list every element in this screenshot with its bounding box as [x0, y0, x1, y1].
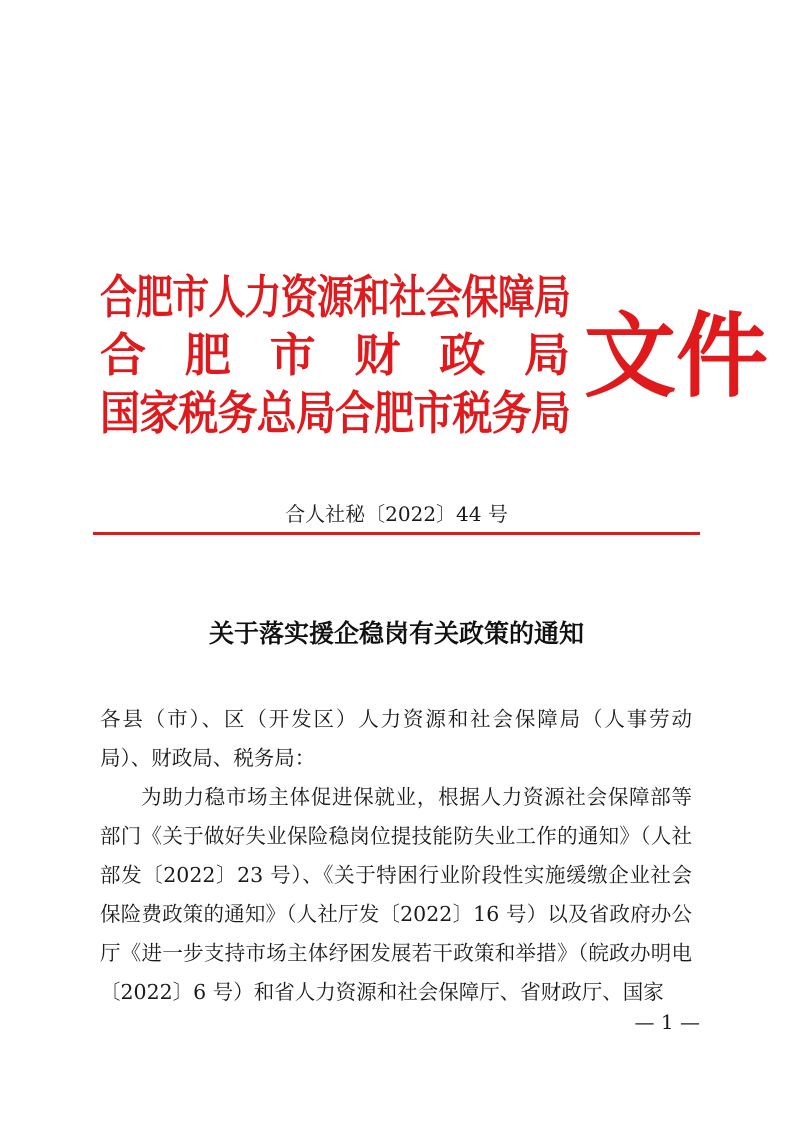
issuer-char: 肥: [184, 328, 231, 382]
issuer-char: 财: [354, 328, 401, 382]
document-body: [100, 700, 692, 1012]
issuer-char: 合: [100, 328, 146, 382]
issuer-char: 政: [439, 328, 486, 382]
addressee: 各县（市）、区（开发区）人力资源和社会保障局（人事劳动局）、财政局、税务局：: [100, 707, 692, 770]
issuer-tax-bureau: 国家税务总局合肥市税务局: [100, 386, 570, 440]
issuer-char: 局: [523, 328, 570, 382]
issuer-finance-bureau: [100, 326, 570, 384]
document-suffix: 文件: [584, 303, 769, 410]
body-paragraph: 为助力稳市场主体促进保就业，根据人力资源社会保障部等部门《关于做好失业保险稳岗位提技能防失业工作的通知》（人社部发〔2022〕23 号）、《关于特困行业阶段性实施缓缴企业社会保险费政策的通知》（人社厅发〔2022〕16 号）以及省政府办公厅《进一步支持市场主体纾困发展若干政策和举措》（皖政办明电〔2022〕6 号）和省人力资源和社会保障厅、省财政厅、国家: [100, 785, 692, 1004]
issuer-hr-bureau: 合肥市人力资源和社会保障局: [100, 270, 570, 324]
document-number: 合人社秘〔2022〕44 号: [285, 502, 508, 526]
red-divider: [93, 532, 700, 535]
document-title: 关于落实援企稳岗有关政策的通知: [208, 619, 584, 648]
page-number: — 1 —: [634, 1010, 700, 1034]
document-header: [100, 262, 769, 452]
issuer-char: 市: [269, 328, 316, 382]
